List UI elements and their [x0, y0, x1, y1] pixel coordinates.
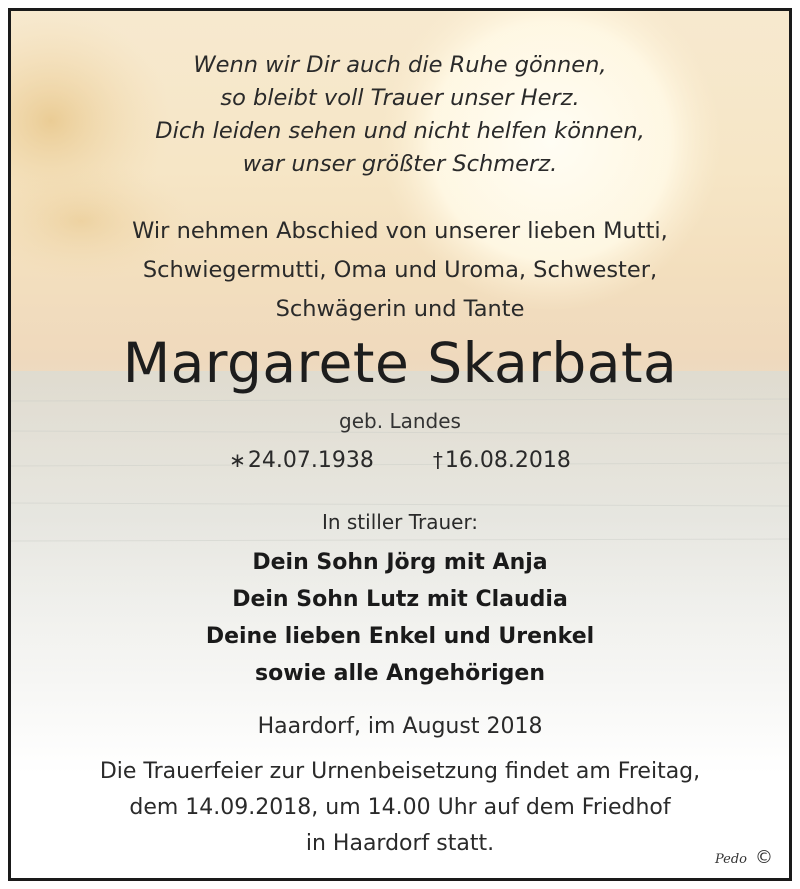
mourning-heading: In stiller Trauer: [321, 510, 479, 534]
birth-star-icon: ∗ [229, 448, 246, 472]
poem-line: Dich leiden sehen und nicht helfen können, [155, 118, 645, 144]
farewell-intro [11, 212, 789, 329]
death-date-group [433, 445, 571, 476]
place-date: Haardorf, im August 2018 [257, 714, 543, 739]
death-date: 16.08.2018 [444, 448, 571, 473]
funeral-line: Die Trauerfeier zur Urnenbeisetzung findet am Freitag, [99, 759, 701, 784]
family-line: sowie alle Angehörigen [254, 661, 546, 686]
intro-line: Schwiegermutti, Oma und Uroma, Schwester, [142, 257, 658, 283]
family-line: Dein Sohn Lutz mit Claudia [232, 587, 568, 612]
death-cross-icon: † [432, 448, 443, 472]
family-line: Dein Sohn Jörg mit Anja [252, 550, 548, 575]
designer-signature: Pedo [714, 852, 747, 867]
intro-line: Schwägerin und Tante [275, 296, 525, 322]
obituary-notice [8, 8, 792, 881]
funeral-info [11, 754, 789, 862]
image-credit [715, 847, 773, 868]
intro-line: Wir nehmen Abschied von unserer lieben Mutti, [132, 218, 668, 244]
family-list [11, 544, 789, 692]
copyright-icon: © [755, 847, 773, 868]
family-line: Deine lieben Enkel und Urenkel [205, 624, 595, 649]
funeral-line: in Haardorf statt. [305, 831, 495, 856]
deceased-name: Margarete Skarbata [122, 331, 678, 395]
life-dates [11, 445, 789, 476]
funeral-line: dem 14.09.2018, um 14.00 Uhr auf dem Friedhof [129, 795, 671, 820]
poem-line: war unser größter Schmerz. [242, 151, 558, 177]
birth-date-group [229, 445, 374, 476]
poem-line: Wenn wir Dir auch die Ruhe gönnen, [193, 52, 607, 78]
maiden-name: geb. Landes [339, 409, 461, 433]
poem [11, 49, 789, 181]
birth-date: 24.07.1938 [247, 448, 374, 473]
poem-line: so bleibt voll Trauer unser Herz. [220, 85, 580, 111]
